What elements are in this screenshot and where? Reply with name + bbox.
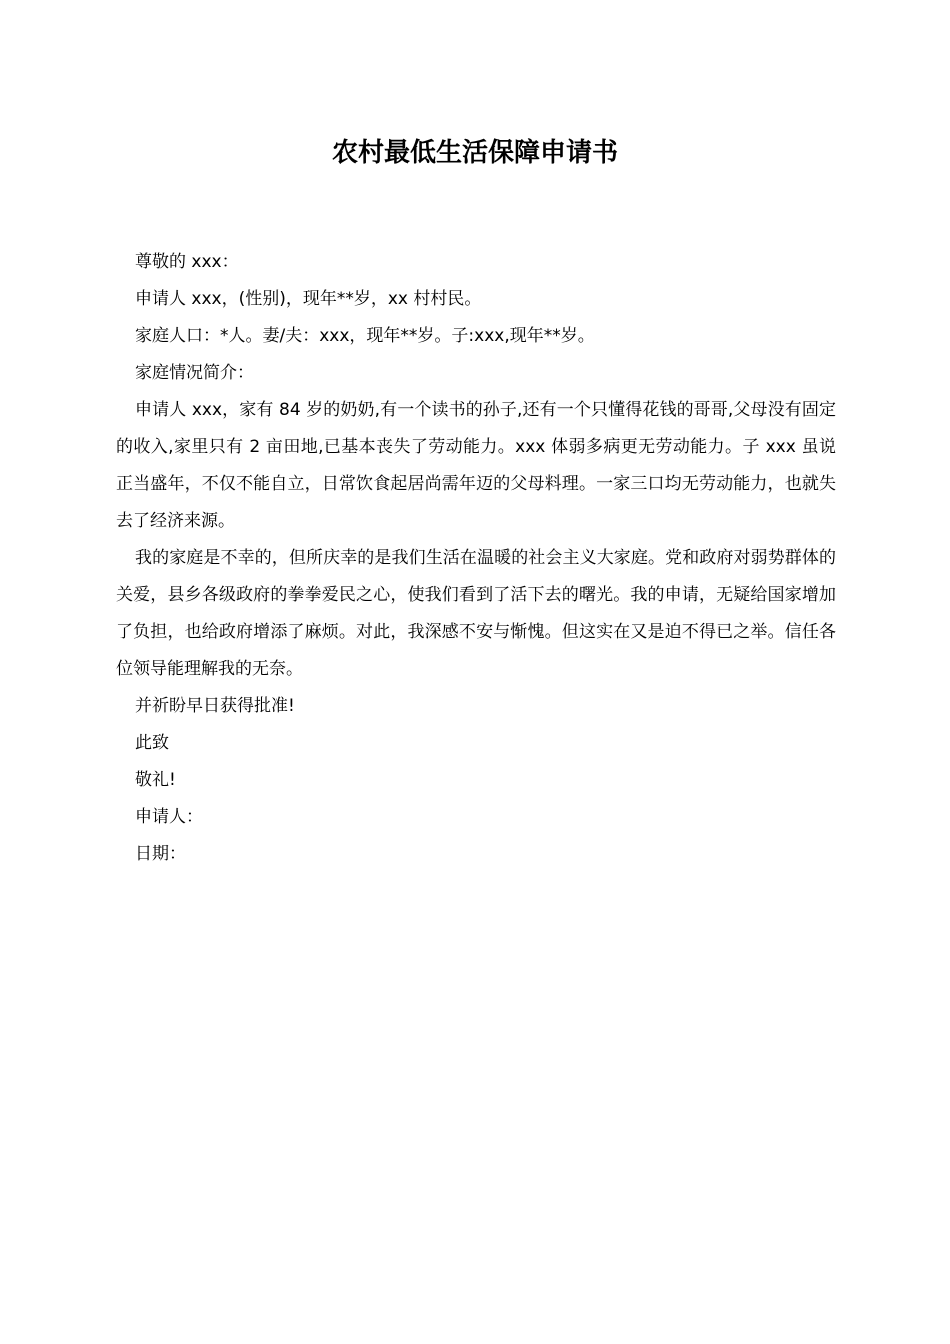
request-paragraph: 我的家庭是不幸的，但所庆幸的是我们生活在温暖的社会主义大家庭。党和政府对弱势群体的关爱，县乡各级政府的拳拳爱民之心，使我们看到了活下去的曙光。我的申请，无疑给国家增加了负担，也给政府增添了麻烦。对此，我深感不安与惭愧。但这实在又是迫不得已之举。信任各位领导能理解我的无奈。 (116, 548, 836, 679)
closing-jingli: 敬礼! (135, 770, 176, 790)
family-members: 家庭人口：*人。妻/夫：xxx，现年**岁。子:xxx,现年**岁。 (135, 326, 595, 346)
family-situation-heading: 家庭情况简介： (135, 363, 254, 383)
closing-cizhi: 此致 (135, 733, 169, 753)
applicant-signature-label: 申请人： (135, 807, 203, 827)
document-title: 农村最低生活保障申请书 (331, 138, 618, 168)
salutation: 尊敬的 xxx： (135, 252, 239, 272)
hope-line: 并祈盼早日获得批准! (135, 696, 295, 716)
date-label: 日期： (135, 844, 186, 864)
applicant-info: 申请人 xxx，(性别)，现年**岁，xx 村村民。 (135, 289, 482, 309)
document-body (116, 244, 836, 873)
family-situation-paragraph: 申请人 xxx，家有 84 岁的奶奶,有一个读书的孙子,还有一个只懂得花钱的哥哥,父母没有固定的收入,家里只有 2 亩田地,已基本丧失了劳动能力。xxx 体弱多病更无劳动能力。子 xxx 虽说正当盛年，不仅不能自立，日常饮食起居尚需年迈的父母料理。一家三口均无劳动能力，也就失去了经济来源。 (116, 400, 836, 531)
